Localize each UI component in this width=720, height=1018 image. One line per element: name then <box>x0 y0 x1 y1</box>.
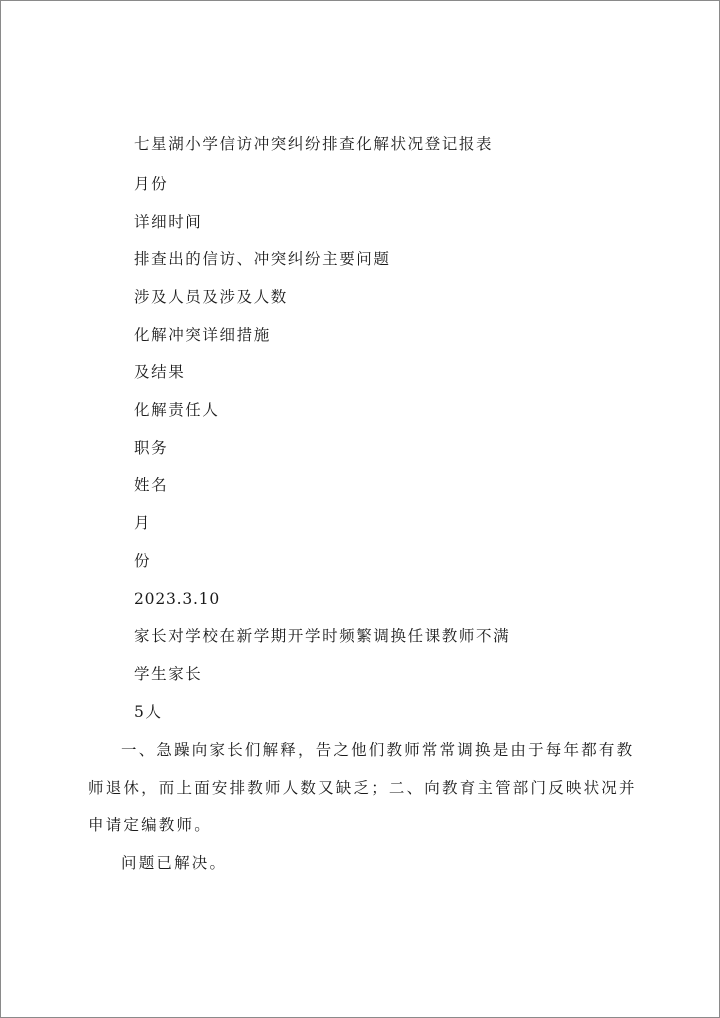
document-title: 七星湖小学信访冲突纠纷排查化解状况登记报表 <box>134 135 494 153</box>
header-and-result: 及结果 <box>134 363 186 381</box>
record-problem: 家长对学校在新学期开学时频繁调换任课教师不满 <box>134 627 511 645</box>
header-persons-involved: 涉及人员及涉及人数 <box>134 288 288 306</box>
header-responsible-person: 化解责任人 <box>134 401 220 419</box>
header-name: 姓名 <box>134 476 169 494</box>
header-month-char-2: 份 <box>134 552 152 570</box>
header-month-char-1: 月 <box>134 514 152 532</box>
header-main-issues: 排查出的信访、冲突纠纷主要问题 <box>134 250 391 268</box>
record-date: 2023.3.10 <box>134 590 221 608</box>
record-persons: 学生家长 <box>134 665 203 683</box>
header-month: 月份 <box>134 175 169 193</box>
header-detail-time: 详细时间 <box>134 213 203 231</box>
record-measures: 一、急躁向家长们解释，告之他们教师常常调换是由于每年都有教师退休，而上面安排教师人数又缺乏；二、向教育主管部门反映状况并申请定编教师。 <box>88 741 637 834</box>
record-count: 5人 <box>134 703 163 721</box>
header-measures: 化解冲突详细措施 <box>134 326 271 344</box>
header-position: 职务 <box>134 439 169 457</box>
record-result: 问题已解决。 <box>121 854 228 872</box>
